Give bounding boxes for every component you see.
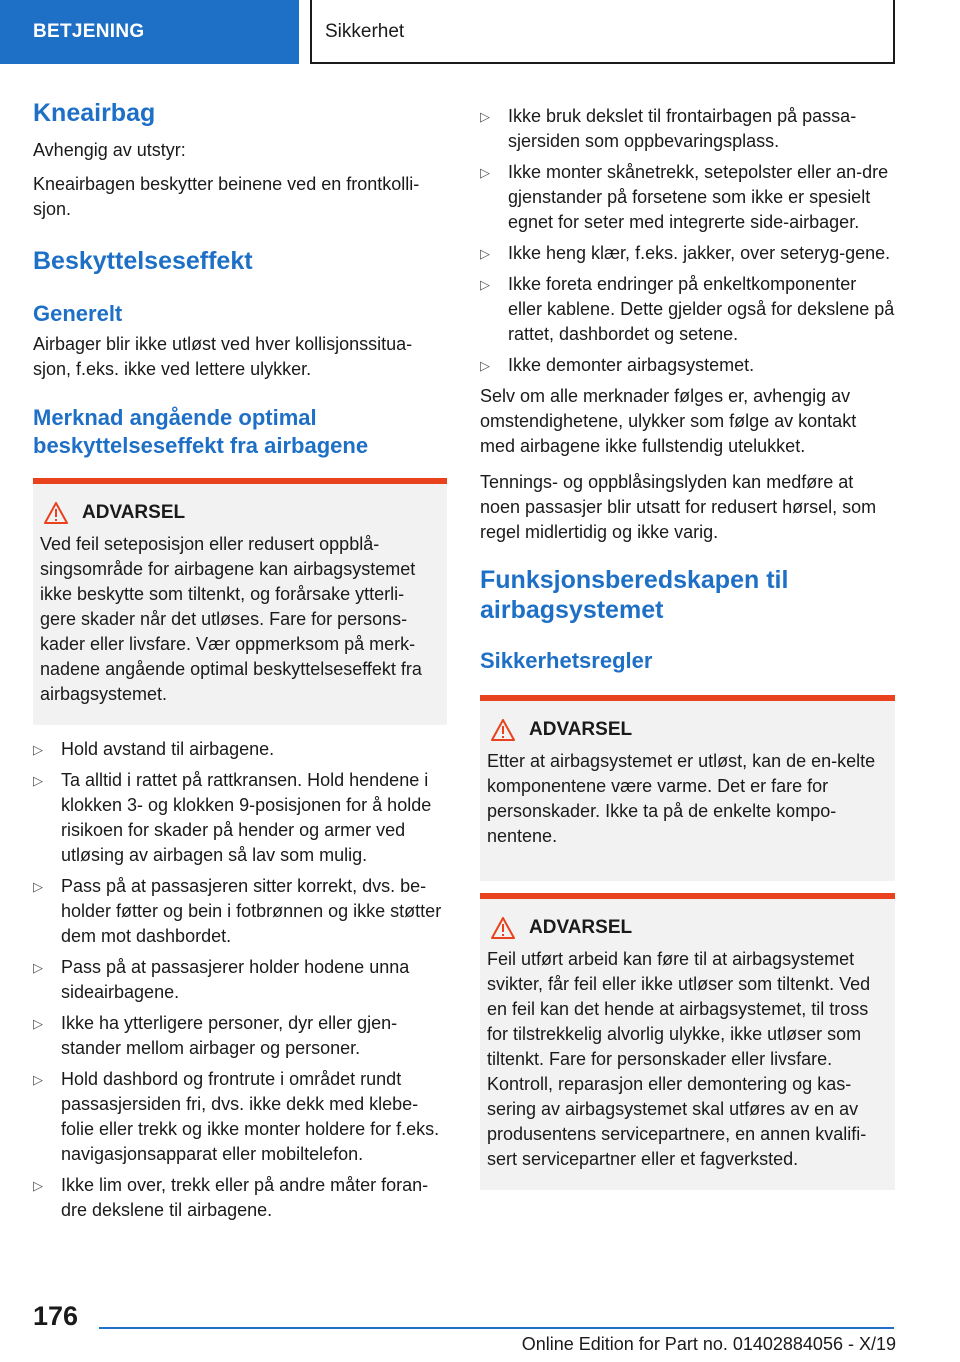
triangle-bullet-icon: ▷ [33,1178,43,1193]
list-item: ▷ Ikke lim over, trekk eller på andre måter foran-dre dekslene til airbagene. [33,1175,429,1220]
warning-title [487,915,887,941]
triangle-bullet-icon: ▷ [480,246,490,261]
protection-heading: Beskyttelseseffekt [33,247,253,275]
list-item: ▷ Ikke foreta endringer på enkeltkomponenter eller kablene. Dette gjelder også for dekslene på rattet, dashbordet og setene. [480,274,895,344]
warning-text: Etter at airbagsystemet er utløst, kan de en-kelte komponentene være varme. Det er fare for personskader. Ikke ta på de enkelte kompo-nentene. [487,751,876,846]
warning-box [480,695,895,881]
triangle-bullet-icon: ▷ [33,742,43,757]
kneairbag-description: Kneairbagen beskytter beinene ved en frontkolli-sjon. [33,174,420,219]
accident-note: Selv om alle merknader følges er, avhengig av omstendighetene, ulykker som følge av kontakt med airbagene ikke fullstendig utelukket. [480,386,857,456]
footer-divider [99,1327,894,1329]
warning-icon [44,502,68,524]
optimal-protection-heading: Merknad angående optimal beskyttelseseffekt fra airbagene [33,405,369,458]
kneairbag-equipment-note: Avhengig av utstyr: [33,140,186,160]
left-column [33,98,447,1229]
footer-edition: Online Edition for Part no. 01402884056 - X/19 [521,1334,896,1354]
safety-rules-heading: Sikkerhetsregler [480,648,653,673]
warning-title [487,717,887,743]
list-item: ▷ Pass på at passasjeren sitter korrekt, dvs. be-holder føtter og bein i fotbrønnen og ikke støtter dem mot dashbordet. [33,876,442,946]
triangle-bullet-icon: ▷ [33,1072,43,1087]
triangle-bullet-icon: ▷ [480,165,490,180]
list-item: ▷ Ikke monter skånetrekk, setepolster eller an-dre gjenstander på forsetene som ikke er spesielt egnet for seter med integrerte side-airbager. [480,162,889,232]
warning-text: Feil utført arbeid kan føre til at airbagsystemet svikter, får feil eller ikke utløser som tiltenkt. Ved en feil kan det hende at airbagsystemet, til tross for tilstrekkelig alvorlig ulykke, ikke utløser som tiltenkt. Fare for personskader eller livsfare. Kontroll, reparasjon eller demontering og kas-sering av airbagsystemet skal utføres av en av produsentens servicepartnere, en annen kvalifi-sert servicepartner eller et fagverksted. [487,949,871,1169]
warning-title-text: ADVARSEL [529,917,633,938]
general-heading: Generelt [33,301,123,326]
triangle-bullet-icon: ▷ [33,960,43,975]
triangle-bullet-icon: ▷ [33,879,43,894]
triangle-bullet-icon: ▷ [480,277,490,292]
noise-note: Tennings- og oppblåsingslyden kan medføre at noen passasjer blir utsatt for redusert hørsel, som regel midlertidig og ikke varig. [480,472,877,542]
warning-title-text: ADVARSEL [529,719,633,740]
warning-box [480,893,895,1190]
warning-text: Ved feil seteposisjon eller redusert oppblå-singsområde for airbagene kan airbagsystemet ikke beskytte som tiltenkt, og forårsake ytterli-gere skader når det utløses. Fare for persons-kader eller livsfare. Vær oppmerksom på merk-nadene angående optimal beskyttelseseffekt fra airbagsystemet. [40,534,422,704]
triangle-bullet-icon: ▷ [33,773,43,788]
warning-title-text: ADVARSEL [82,502,186,523]
right-column [480,98,895,1190]
list-item: ▷ Ikke ha ytterligere personer, dyr eller gjen-stander mellom airbager og personer. [33,1013,398,1058]
header-subsection: Sikkerhet [312,0,895,64]
general-text: Airbager blir ikke utløst ved hver kollisjonssitua-sjon, f.eks. ikke ved lettere ulykker. [33,334,413,379]
list-item: ▷ Ta alltid i rattet på rattkransen. Hold hendene i klokken 3- og klokken 9-posisjonen for å holde risikoen for skader på hender og armer ved utløsing av airbagen så lav som mulig. [33,770,432,865]
list-item: ▷ Ikke bruk dekslet til frontairbagen på passa-sjersiden som oppbevaringsplass. [480,106,857,151]
kneairbag-heading: Kneairbag [33,99,156,127]
list-item: ▷ Pass på at passasjerer holder hodene unna sideairbagene. [33,957,410,1002]
readiness-heading: Funksjonsberedskapen til airbagsystemet [480,566,789,624]
triangle-bullet-icon: ▷ [480,109,490,124]
list-item: ▷ Hold dashbord og frontrute i området rundt passasjersiden fri, dvs. ikke dekk med klebe-folie eller trekk og ikke monter holdere for f.eks. navigasjonsapparat eller mobiltelefon. [33,1069,440,1164]
list-item: ▷ Ikke heng klær, f.eks. jakker, over seteryg-gene. [480,241,895,266]
header-section: BETJENING [0,0,299,64]
warning-icon [491,719,515,741]
warning-title [40,500,437,526]
safety-list [33,737,447,1223]
triangle-bullet-icon: ▷ [480,358,490,373]
safety-list-continued [480,104,895,378]
warning-box [33,478,447,725]
warning-icon [491,917,515,939]
list-item: ▷ Ikke demonter airbagsystemet. [480,353,895,378]
page-number: 176 [33,1301,79,1331]
list-item: ▷ Hold avstand til airbagene. [33,737,447,762]
triangle-bullet-icon: ▷ [33,1016,43,1031]
